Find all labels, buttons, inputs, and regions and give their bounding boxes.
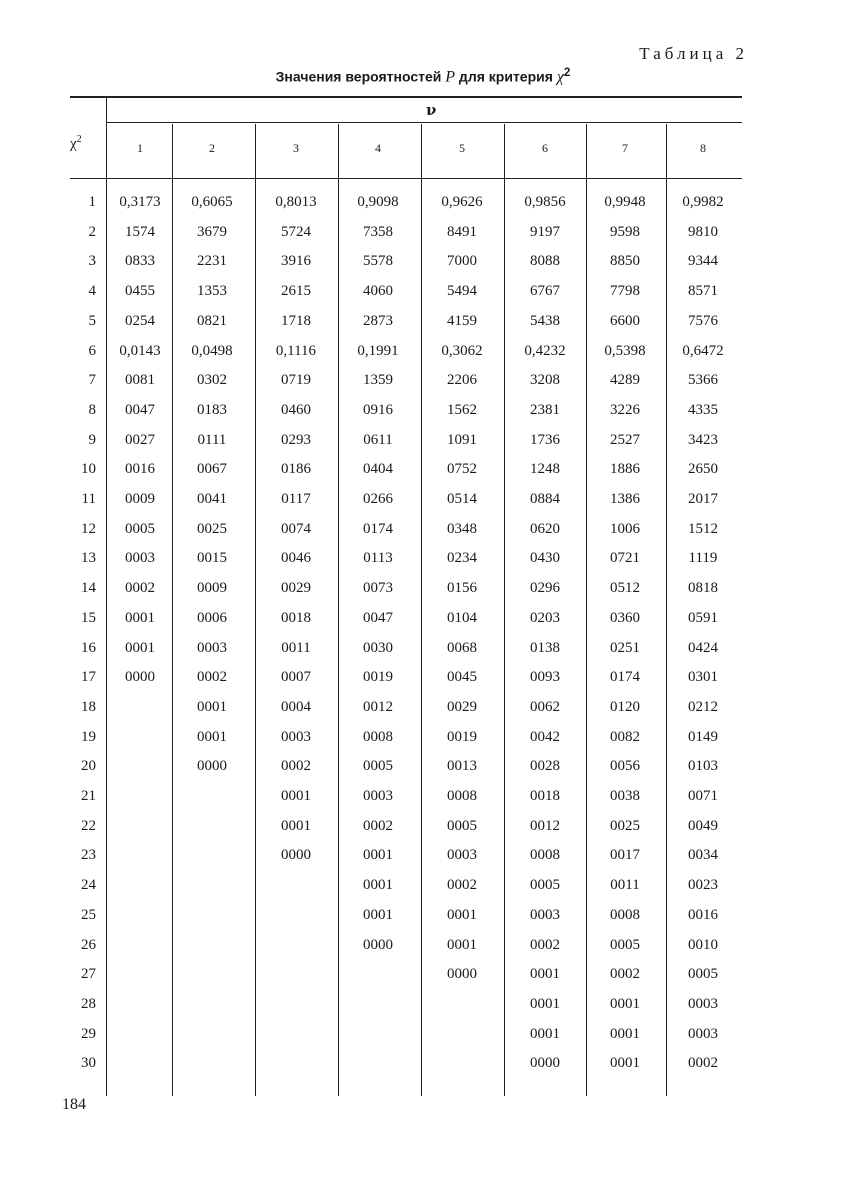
row-label: 19 — [81, 728, 96, 745]
table-cell: 0001 — [125, 639, 155, 656]
table-cell: 0,8013 — [275, 194, 317, 210]
table-cell: 0008 — [530, 847, 560, 864]
table-cell: 0016 — [125, 461, 155, 478]
table-cell: 0203 — [530, 609, 560, 626]
table-cell: 0001 — [610, 995, 640, 1012]
table-cell: 7358 — [363, 223, 393, 240]
table-cell: 0591 — [688, 609, 718, 626]
table-cell: 0049 — [688, 817, 718, 834]
row-label: 13 — [81, 550, 96, 567]
table-cell: 3916 — [281, 253, 311, 270]
row-label: 12 — [81, 520, 96, 537]
table-cell: 0254 — [125, 312, 155, 329]
table-cell: 0512 — [610, 580, 640, 597]
table-cell: 0003 — [447, 847, 477, 864]
table-cell: 1091 — [447, 431, 477, 448]
table-cell: 0174 — [610, 669, 640, 686]
table-cell: 0027 — [125, 431, 155, 448]
table-cell: 0719 — [281, 372, 311, 389]
table-cell: 0,1116 — [275, 342, 317, 359]
row-label: 21 — [81, 788, 96, 804]
table-cell: 0013 — [447, 758, 477, 775]
table-cell: 8850 — [610, 253, 640, 270]
table-cell: 0001 — [530, 966, 560, 983]
table-cell: 0818 — [688, 580, 718, 597]
table-cell: 0002 — [447, 877, 477, 894]
table-cell: 0002 — [363, 817, 393, 834]
table-cell: 0001 — [530, 995, 560, 1012]
table-cell: 0,9098 — [357, 194, 399, 210]
row-label: 11 — [81, 491, 96, 507]
table-cell: 1353 — [197, 283, 227, 300]
column-header-7: 7 — [622, 141, 628, 155]
table-cell: 0082 — [610, 728, 640, 745]
table-label: Таблица 2 — [639, 44, 748, 63]
table-cell: 1119 — [688, 550, 718, 567]
table-cell: 0018 — [530, 788, 560, 804]
table-cell: 0404 — [363, 461, 393, 478]
table-caption — [0, 66, 846, 87]
table-cell: 0001 — [530, 1025, 560, 1042]
table-cell: 5724 — [281, 223, 311, 240]
table-cell: 0001 — [197, 698, 227, 715]
table-cell: 0007 — [281, 669, 311, 686]
row-label: 10 — [81, 461, 96, 478]
table-cell: 0120 — [610, 698, 640, 715]
table-cell: 0012 — [363, 698, 393, 715]
table-cell: 0005 — [610, 936, 640, 953]
top-rule — [70, 96, 742, 98]
table-cell: 0,6065 — [191, 194, 233, 210]
table-cell: 0,0143 — [119, 342, 161, 359]
row-label: 4 — [88, 283, 96, 300]
table-cell: 0018 — [281, 609, 311, 626]
table-cell: 0056 — [610, 758, 640, 775]
table-cell: 0073 — [363, 580, 393, 597]
table-cell: 0001 — [610, 1055, 640, 1072]
table-cell: 0113 — [363, 550, 393, 567]
table-cell: 1512 — [688, 520, 718, 537]
table-cell: 0005 — [125, 520, 155, 537]
table-cell: 0005 — [530, 877, 560, 894]
table-cell: 0293 — [281, 431, 311, 448]
page-number: 184 — [62, 1096, 86, 1113]
table-cell: 0103 — [688, 758, 718, 775]
table-cell: 0212 — [688, 698, 718, 715]
table-cell: 0025 — [197, 520, 227, 537]
table-cell: 1718 — [281, 312, 311, 329]
table-cell: 1574 — [125, 223, 155, 240]
table-cell: 2381 — [530, 401, 560, 418]
table-cell: 0002 — [197, 669, 227, 686]
table-cell: 9344 — [688, 253, 718, 270]
table-cell: 0234 — [447, 550, 477, 567]
header-bottom-rule — [70, 178, 742, 179]
table-cell: 0,0498 — [191, 342, 233, 359]
chi-column-header — [70, 134, 82, 153]
row-label: 26 — [81, 936, 96, 953]
table-cell: 0029 — [447, 698, 477, 715]
table-cell: 0009 — [197, 580, 227, 597]
table-cell: 0038 — [610, 788, 640, 804]
table-cell: 0003 — [197, 639, 227, 656]
table-cell: 0010 — [688, 936, 718, 953]
table-cell: 0003 — [530, 906, 560, 923]
table-cell: 5438 — [530, 312, 560, 329]
table-cell: 0034 — [688, 847, 718, 864]
table-cell: 6600 — [610, 312, 640, 329]
table-cell: 0062 — [530, 698, 560, 715]
table-cell: 0005 — [363, 758, 393, 775]
table-cell: 0000 — [447, 966, 477, 983]
row-label: 3 — [88, 253, 96, 270]
chi-column-rule — [106, 96, 107, 1096]
table-cell: 0002 — [610, 966, 640, 983]
table-cell: 2017 — [688, 491, 718, 507]
table-cell: 2650 — [688, 461, 718, 478]
table-cell: 1386 — [610, 491, 640, 507]
row-label: 18 — [81, 698, 96, 715]
table-cell: 0460 — [281, 401, 311, 418]
caption-var: P — [445, 68, 456, 86]
table-cell: 0016 — [688, 906, 718, 923]
table-cell: 0752 — [447, 461, 477, 478]
row-label: 24 — [81, 877, 96, 894]
table-cell: 0000 — [281, 847, 311, 864]
table-cell: 0041 — [197, 491, 227, 507]
table-cell: 0,3173 — [119, 194, 161, 210]
row-label: 8 — [88, 401, 96, 418]
table-cell: 0,3062 — [441, 342, 483, 359]
table-cell: 0000 — [197, 758, 227, 775]
table-cell: 0174 — [363, 520, 393, 537]
table-cell: 0006 — [197, 609, 227, 626]
table-cell: 0111 — [197, 431, 227, 448]
table-cell: 0042 — [530, 728, 560, 745]
table-cell: 0455 — [125, 283, 155, 300]
table-cell: 0001 — [610, 1025, 640, 1042]
caption-mid: для критерия — [455, 68, 557, 85]
table-cell: 0424 — [688, 639, 718, 656]
table-cell: 0081 — [125, 372, 155, 389]
table-cell: 2206 — [447, 372, 477, 389]
row-label: 20 — [81, 758, 96, 775]
row-label: 15 — [81, 609, 96, 626]
table-cell: 4159 — [447, 312, 477, 329]
table-cell: 9197 — [530, 223, 560, 240]
table-cell: 0266 — [363, 491, 393, 507]
table-cell: 0017 — [610, 847, 640, 864]
column-header-2: 2 — [209, 141, 215, 155]
table-cell: 4289 — [610, 372, 640, 389]
column-header-4: 4 — [375, 141, 381, 155]
caption-chi: χ — [556, 68, 564, 86]
nu-header: ν — [426, 101, 437, 119]
table-cell: 0008 — [610, 906, 640, 923]
row-label: 28 — [81, 995, 96, 1012]
table-cell: 0005 — [688, 966, 718, 983]
column-header-5: 5 — [459, 141, 465, 155]
table-cell: 0149 — [688, 728, 718, 745]
table-cell: 0029 — [281, 580, 311, 597]
table-cell: 0003 — [688, 995, 718, 1012]
table-cell: 0002 — [125, 580, 155, 597]
table-cell: 1886 — [610, 461, 640, 478]
table-cell: 0001 — [447, 936, 477, 953]
table-cell: 0302 — [197, 372, 227, 389]
table-cell: 0002 — [688, 1055, 718, 1072]
table-cell: 0,9948 — [604, 194, 646, 210]
table-cell: 0067 — [197, 461, 227, 478]
table-cell: 0833 — [125, 253, 155, 270]
table-cell: 0186 — [281, 461, 311, 478]
table-cell: 0000 — [530, 1055, 560, 1072]
table-cell: 0003 — [688, 1025, 718, 1042]
table-cell: 9598 — [610, 223, 640, 240]
nu-rule — [106, 122, 742, 123]
table-cell: 3226 — [610, 401, 640, 418]
table-cell: 0011 — [610, 877, 640, 894]
table-cell: 0003 — [363, 788, 393, 804]
row-label: 22 — [81, 817, 96, 834]
table-cell: 0884 — [530, 491, 560, 507]
chi-symbol: χ — [70, 136, 77, 152]
row-label: 16 — [81, 639, 96, 656]
table-cell: 0296 — [530, 580, 560, 597]
table-cell: 0001 — [197, 728, 227, 745]
table-cell: 0156 — [447, 580, 477, 597]
column-header-1: 1 — [137, 141, 143, 155]
table-cell: 0301 — [688, 669, 718, 686]
row-label: 30 — [81, 1055, 96, 1072]
table-cell: 0001 — [281, 788, 311, 804]
table-cell: 0821 — [197, 312, 227, 329]
table-cell: 0000 — [363, 936, 393, 953]
table-cell: 0025 — [610, 817, 640, 834]
table-cell: 0001 — [363, 847, 393, 864]
table-cell: 0,9626 — [441, 194, 483, 210]
table-cell: 0001 — [125, 609, 155, 626]
row-label: 25 — [81, 906, 96, 923]
column-header-8: 8 — [700, 141, 706, 155]
row-label: 29 — [81, 1025, 96, 1042]
table-cell: 0,5398 — [604, 342, 646, 359]
table-cell: 4060 — [363, 283, 393, 300]
table-cell: 2615 — [281, 283, 311, 300]
table-cell: 0030 — [363, 639, 393, 656]
table-cell: 0028 — [530, 758, 560, 775]
table-cell: 0045 — [447, 669, 477, 686]
caption-sup: 2 — [563, 66, 571, 79]
table-cell: 0074 — [281, 520, 311, 537]
table-cell: 0003 — [281, 728, 311, 745]
table-cell: 0008 — [447, 788, 477, 804]
table-cell: 3679 — [197, 223, 227, 240]
column-header-6: 6 — [542, 141, 548, 155]
table-cell: 7798 — [610, 283, 640, 300]
table-cell: 0001 — [363, 906, 393, 923]
table-cell: 1006 — [610, 520, 640, 537]
table-cell: 8571 — [688, 283, 718, 300]
table-cell: 0138 — [530, 639, 560, 656]
table-cell: 0004 — [281, 698, 311, 715]
table-cell: 0916 — [363, 401, 393, 418]
table-cell: 0019 — [447, 728, 477, 745]
row-label: 9 — [88, 431, 96, 448]
table-cell: 8491 — [447, 223, 477, 240]
table-cell: 1562 — [447, 401, 477, 418]
table-cell: 5578 — [363, 253, 393, 270]
table-cell: 3423 — [688, 431, 718, 448]
column-header-3: 3 — [293, 141, 299, 155]
table-cell: 2873 — [363, 312, 393, 329]
table-cell: 0721 — [610, 550, 640, 567]
table-cell: 1359 — [363, 372, 393, 389]
table-cell: 0104 — [447, 609, 477, 626]
row-label: 6 — [88, 342, 96, 359]
table-cell: 0,9982 — [682, 194, 724, 210]
table-cell: 0251 — [610, 639, 640, 656]
table-cell: 0183 — [197, 401, 227, 418]
table-cell: 0047 — [125, 401, 155, 418]
table-cell: 0,4232 — [524, 342, 566, 359]
table-cell: 0011 — [281, 639, 311, 656]
table-cell: 0003 — [125, 550, 155, 567]
table-cell: 0000 — [125, 669, 155, 686]
table-cell: 0046 — [281, 550, 311, 567]
table-cell: 0001 — [363, 877, 393, 894]
table-cell: 0023 — [688, 877, 718, 894]
table-cell: 0002 — [530, 936, 560, 953]
table-cell: 0015 — [197, 550, 227, 567]
row-label: 27 — [81, 966, 96, 983]
table-cell: 0001 — [281, 817, 311, 834]
table-cell: 0002 — [281, 758, 311, 775]
table-cell: 1736 — [530, 431, 560, 448]
table-cell: 7000 — [447, 253, 477, 270]
caption-prefix: Значения вероятностей — [275, 68, 446, 85]
table-cell: 3208 — [530, 372, 560, 389]
table-cell: 5366 — [688, 372, 718, 389]
table-cell: 5494 — [447, 283, 477, 300]
table-cell: 8088 — [530, 253, 560, 270]
table-cell: 2231 — [197, 253, 227, 270]
row-label: 5 — [88, 312, 96, 329]
table-cell: 0,9856 — [524, 194, 566, 210]
table-cell: 0,1991 — [357, 342, 399, 359]
table-cell: 2527 — [610, 431, 640, 448]
table-cell: 0117 — [281, 491, 311, 507]
table-cell: 0012 — [530, 817, 560, 834]
chi-sup: 2 — [76, 134, 82, 145]
table-cell: 0,6472 — [682, 342, 724, 359]
table-cell: 0430 — [530, 550, 560, 567]
row-label: 23 — [81, 847, 96, 864]
table-cell: 0008 — [363, 728, 393, 745]
table-cell: 9810 — [688, 223, 718, 240]
table-cell: 0348 — [447, 520, 477, 537]
row-label: 1 — [88, 194, 96, 210]
table-cell: 0001 — [447, 906, 477, 923]
table-cell: 0005 — [447, 817, 477, 834]
row-label: 14 — [81, 580, 96, 597]
row-label: 2 — [88, 223, 96, 240]
table-cell: 0071 — [688, 788, 718, 804]
table-cell: 1248 — [530, 461, 560, 478]
table-cell: 7576 — [688, 312, 718, 329]
table-cell: 0093 — [530, 669, 560, 686]
table-cell: 0068 — [447, 639, 477, 656]
table-cell: 6767 — [530, 283, 560, 300]
table-cell: 0360 — [610, 609, 640, 626]
table-cell: 4335 — [688, 401, 718, 418]
row-label: 17 — [81, 669, 96, 686]
row-label: 7 — [88, 372, 96, 389]
table-cell: 0611 — [363, 431, 393, 448]
table-cell: 0047 — [363, 609, 393, 626]
table-cell: 0514 — [447, 491, 477, 507]
table-cell: 0009 — [125, 491, 155, 507]
table-cell: 0620 — [530, 520, 560, 537]
table-cell: 0019 — [363, 669, 393, 686]
